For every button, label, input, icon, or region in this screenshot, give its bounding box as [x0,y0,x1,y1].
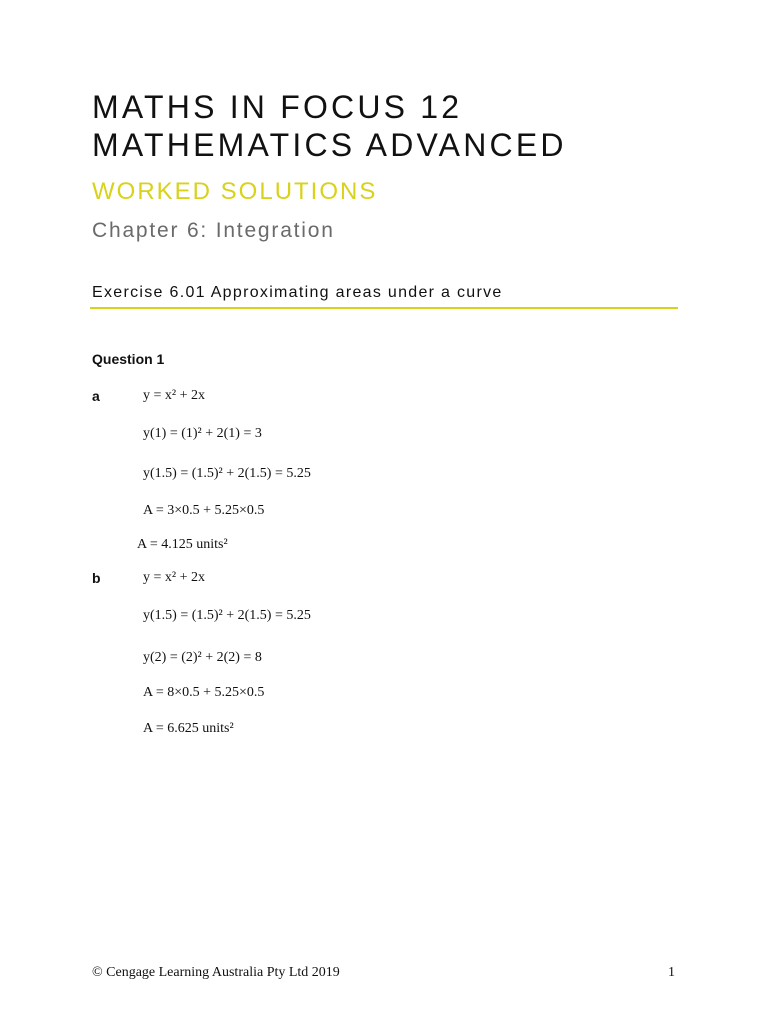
part-a-label: a [92,388,100,404]
exercise-title: Exercise 6.01 Approximating areas under a curve [92,284,503,301]
part-b-equation-5: A = 6.625 units² [143,721,234,736]
document-subtitle: WORKED SOLUTIONS [92,178,378,205]
title-line-1: MATHS IN FOCUS 12 [92,89,463,125]
question-heading: Question 1 [92,351,165,367]
part-a-equation-1: y = x² + 2x [143,388,205,403]
chapter-title: Chapter 6: Integration [92,219,335,242]
part-a-equation-4: A = 3×0.5 + 5.25×0.5 [143,503,265,518]
part-b-equation-3: y(2) = (2)² + 2(2) = 8 [143,650,262,665]
exercise-underline [90,307,678,309]
copyright-footer: © Cengage Learning Australia Pty Ltd 2019 [92,965,340,980]
part-b-label: b [92,570,101,586]
part-b-equation-1: y = x² + 2x [143,570,205,585]
part-a-equation-2: y(1) = (1)² + 2(1) = 3 [143,426,262,441]
part-a-equation-3: y(1.5) = (1.5)² + 2(1.5) = 5.25 [143,466,311,481]
part-b-equation-4: A = 8×0.5 + 5.25×0.5 [143,685,265,700]
part-b-equation-2: y(1.5) = (1.5)² + 2(1.5) = 5.25 [143,608,311,623]
document-title [92,88,567,164]
title-line-2: MATHEMATICS ADVANCED [92,127,567,163]
part-a-equation-5: A = 4.125 units² [137,537,228,552]
page-number: 1 [668,965,675,980]
